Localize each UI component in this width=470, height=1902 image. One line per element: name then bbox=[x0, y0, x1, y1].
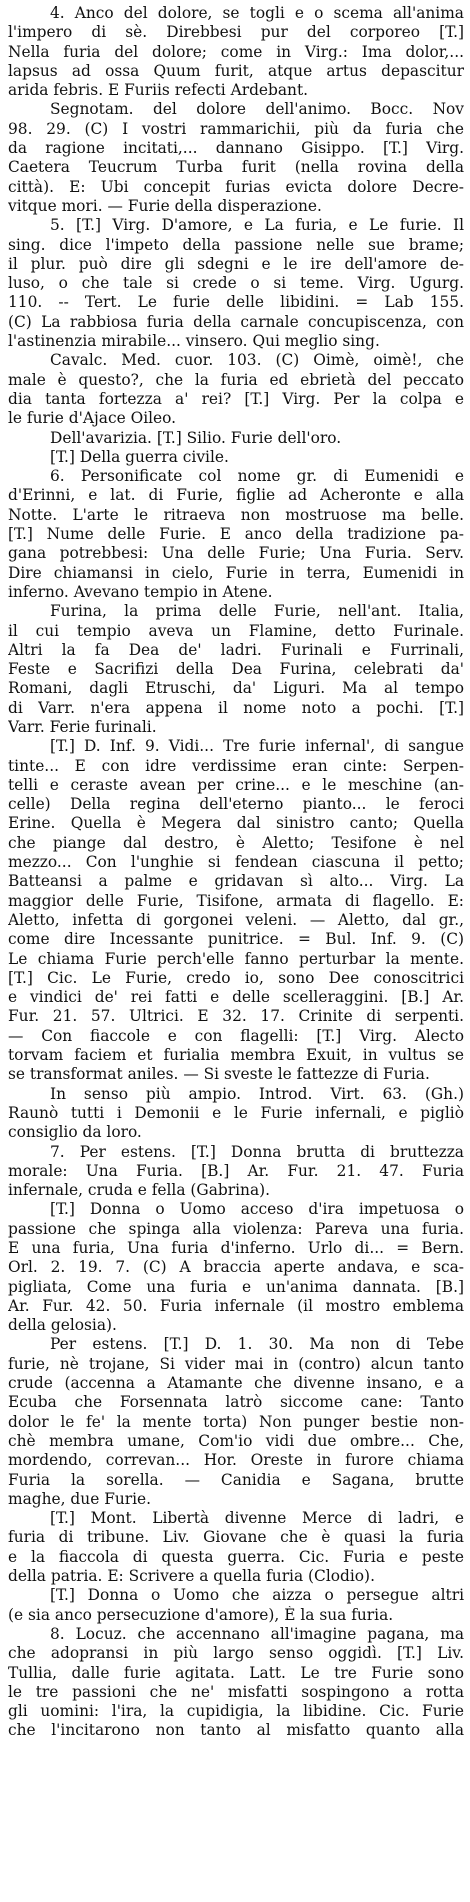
text-line: passione che spinga alla violenza: Pareva una furia. bbox=[8, 1219, 464, 1238]
text-line: le furie d'Ajace Oileo. bbox=[8, 409, 177, 428]
text-line: che piange dal destro, è Aletto; Tesifone è nel bbox=[8, 833, 464, 852]
text-line: E una furia, Una furia d'inferno. Urlo di... = Bern. bbox=[8, 1239, 464, 1257]
text-line: chè membra umane, Com'io vidi due ombre... Che, bbox=[8, 1431, 464, 1450]
text-line: Dell'avarizia. [T.] Silio. Furie dell'oro. bbox=[50, 428, 342, 447]
text-line: il plur. può dire gli sdegni e le ire dell'amore de- bbox=[8, 254, 464, 273]
text-line: città). E: Ubi concepit furias evicta dolore Decre- bbox=[8, 177, 464, 196]
text-line: come dire Incessante punitrice. = Bul. Inf. 9. (C) bbox=[8, 930, 464, 949]
text-line: Ecuba che Forsennata latrò siccome cane: Tanto bbox=[8, 1393, 464, 1412]
text-line: dolor le fe' la mente torta) Non punger bestie non- bbox=[8, 1412, 464, 1431]
text-line: morale: Una Furia. [B.] Ar. Fur. 21. 47. Furia bbox=[8, 1161, 464, 1180]
text-line: Furia la sorella. — Canidia e Sagana, brutte bbox=[8, 1470, 464, 1489]
text-line: crude (accenna a Atamante che divenne insano, e a bbox=[8, 1374, 464, 1393]
text-line: che adopransi in più largo senso oggidì. [T.] Liv. bbox=[8, 1644, 464, 1663]
text-line: gana potrebbesi: Una delle Furie; Una Furia. Serv. bbox=[8, 544, 464, 563]
text-line: pigliata, Come una furia e un'anima dannata. [B.] bbox=[8, 1277, 464, 1296]
text-line: della patria. E: Scrivere a quella furia (Clodio). bbox=[8, 1567, 375, 1586]
text-line: Caetera Teucrum Turba furit (nella rovina della bbox=[8, 158, 464, 177]
text-line: l'astinenzia mirabile... vinsero. Qui meglio sing. bbox=[8, 332, 380, 351]
text-line: il cui tempio aveva un Flamine, detto Furinale. bbox=[8, 621, 464, 640]
text-line: Ar. Fur. 42. 50. Furia infernale (il mostro emblema bbox=[8, 1296, 464, 1315]
text-line: e vindici de' rei fatti e delle scelleraggini. [B.] Ar. bbox=[8, 988, 464, 1007]
text-line: lapsus ad ossa Quum furit, atque artus depascitur bbox=[8, 61, 464, 80]
text-line: Segnotam. del dolore dell'animo. Bocc. Nov bbox=[50, 100, 464, 119]
text-line: maghe, due Furie. bbox=[8, 1489, 152, 1508]
text-line: di Varr. n'era appena il nome noto a pochi. [T.] bbox=[8, 698, 464, 717]
text-line: infernale, cruda e fella (Gabrina). bbox=[8, 1181, 271, 1200]
text-line: celle) Della regina dell'eterno pianto... le feroci bbox=[8, 795, 464, 814]
text-line: Romani, dagli Etruschi, da' Liguri. Ma al tempo bbox=[8, 679, 464, 698]
text-line: e la fiaccola di questa guerra. Cic. Furia e peste bbox=[8, 1547, 464, 1566]
text-line: furie, nè trojane, Si vider mai in (contro) alcun tanto bbox=[8, 1354, 464, 1373]
text-line: (C) La rabbiosa furia della carnale concupiscenza, con bbox=[8, 312, 464, 331]
text-line: Altri la fa Dea de' ladri. Furinali e Furrinali, bbox=[8, 640, 464, 659]
text-line: maggior delle Furie, Tisifone, armata di flagello. E: bbox=[8, 891, 464, 910]
text-line: Feste e Sacrifizi della Dea Furina, celebrati da' bbox=[8, 660, 464, 679]
text-line: [T.] Donna o Uomo che aizza o persegue altri bbox=[50, 1586, 464, 1605]
text-line: Raunò tutti i Demonii e le Furie infernali, e pigliò bbox=[8, 1103, 464, 1122]
text-line: [T.] Donna o Uomo acceso d'ira impetuosa o bbox=[50, 1200, 464, 1219]
text-line: 98. 29. (C) I vostri rammarichii, più da furia che bbox=[8, 119, 464, 138]
text-line: Per estens. [T.] D. 1. 30. Ma non di Tebe bbox=[50, 1335, 464, 1354]
text-line: 8. Locuz. che accennano all'imagine pagana, ma bbox=[50, 1624, 464, 1643]
text-line: Orl. 2. 19. 7. (C) A braccia aperte andava, e sca- bbox=[8, 1258, 464, 1277]
text-line: Erine. Quella è Megera dal sinistro canto; Quella bbox=[8, 814, 464, 833]
text-line: [T.] Della guerra civile. bbox=[50, 447, 229, 466]
text-line: Nella furia del dolore; come in Virg.: Ima dolor,... bbox=[8, 42, 464, 61]
text-line: (e sia anco persecuzione d'amore), È la sua furia. bbox=[8, 1605, 394, 1624]
text-line: vitque mori. — Furie della disperazione. bbox=[8, 196, 322, 215]
text-line: Le chiama Furie perch'elle fanno perturbar la mente. bbox=[8, 949, 464, 968]
text-line: [T.] Nume delle Furie. E anco della tradizione pa- bbox=[8, 525, 464, 544]
text-line: dia tanta fortezza a' rei? [T.] Virg. Per la colpa e bbox=[8, 389, 464, 408]
text-line: tinte... E con idre verdissime eran cinte: Serpen- bbox=[8, 756, 464, 775]
text-line: torvam faciem et furialia membra Exuit, in vultus se bbox=[8, 1046, 464, 1065]
text-line: 5. [T.] Virg. D'amore, e La furia, e Le furie. Il bbox=[50, 216, 464, 235]
text-line: mordendo, correvan... Hor. Oreste in furore chiama bbox=[8, 1451, 464, 1470]
text-line: se transformat aniles. — Si sveste le fattezze di Furia. bbox=[8, 1065, 430, 1084]
text-line: Notte. L'arte le ritraeva non mostruose ma belle. bbox=[8, 505, 464, 524]
text-line: della gelosia). bbox=[8, 1316, 117, 1335]
text-line: l'impero di sè. Direbbesi pur del corporeo [T.] bbox=[8, 23, 464, 42]
text-line: sing. dice l'impeto della passione nelle sue brame; bbox=[8, 235, 464, 254]
text-line: 6. Personificate col nome gr. di Eumenidi e bbox=[50, 467, 464, 486]
text-line: [T.] Cic. Le Furie, credo io, sono Dee conoscitrici bbox=[8, 968, 464, 987]
text-line: le tre passioni che ne' misfatti sospingono a rotta bbox=[8, 1682, 464, 1701]
text-line: 4. Anco del dolore, se togli e o scema all'anima bbox=[50, 4, 464, 22]
text-line: Dire chiamansi in cielo, Furie in terra, Eumenidi in bbox=[8, 563, 464, 582]
text-line: d'Erinni, e lat. di Furie, figlie ad Acheronte e alla bbox=[8, 486, 464, 505]
text-line: [T.] Mont. Libertà divenne Merce di ladri, e bbox=[50, 1509, 464, 1528]
text-line: che l'incitarono non tanto al misfatto quanto alla bbox=[8, 1721, 464, 1740]
text-line: consiglio da loro. bbox=[8, 1123, 142, 1142]
text-line: In senso più ampio. Introd. Virt. 63. (Gh.) bbox=[50, 1084, 464, 1103]
text-line: male è questo?, che la furia ed ebrietà del peccato bbox=[8, 370, 464, 389]
text-line: inferno. Avevano tempio in Atene. bbox=[8, 582, 273, 601]
text-line: arida febris. E Furiis refecti Ardebant. bbox=[8, 81, 309, 100]
text-line: — Con fiaccole e con flagelli: [T.] Virg. Alecto bbox=[8, 1026, 464, 1045]
text-line: gli uomini: l'ira, la cupidigia, la libidine. Cic. Furie bbox=[8, 1702, 464, 1721]
text-line: Tullia, dalle furie agitata. Latt. Le tre Furie sono bbox=[8, 1663, 464, 1682]
text-line: Fur. 21. 57. Ultrici. E 32. 17. Crinite di serpenti. bbox=[8, 1007, 464, 1026]
text-line: luso, o che tale si crede o si teme. Virg. Ugurg. bbox=[8, 274, 464, 293]
text-line: Aletto, infetta di gorgonei veleni. — Aletto, dal gr., bbox=[8, 910, 464, 929]
text-line: Batteansi a palme e gridavan sì alto... Virg. La bbox=[8, 872, 464, 891]
text-line: Cavalc. Med. cuor. 103. (C) Oimè, oimè!, che bbox=[50, 351, 464, 370]
text-line: da ragione incitati,... dannano Gisippo. [T.] Virg. bbox=[8, 139, 464, 158]
text-line: Varr. Ferie furinali. bbox=[8, 717, 157, 736]
text-line: 110. -- Tert. Le furie delle libidini. = Lab 155. bbox=[8, 293, 464, 312]
text-line: 7. Per estens. [T.] Donna brutta di bruttezza bbox=[50, 1142, 464, 1161]
text-line: [T.] D. Inf. 9. Vidi... Tre furie infernal', di sangue bbox=[50, 737, 464, 756]
text-line: mezzo... Con l'unghie si fendean ciascuna il petto; bbox=[8, 853, 464, 872]
text-line: telli e ceraste avean per crine... e le meschine (an- bbox=[8, 775, 464, 794]
text-line: Furina, la prima delle Furie, nell'ant. Italia, bbox=[50, 602, 464, 621]
text-line: furia di tribune. Liv. Giovane che è quasi la furia bbox=[8, 1528, 464, 1547]
